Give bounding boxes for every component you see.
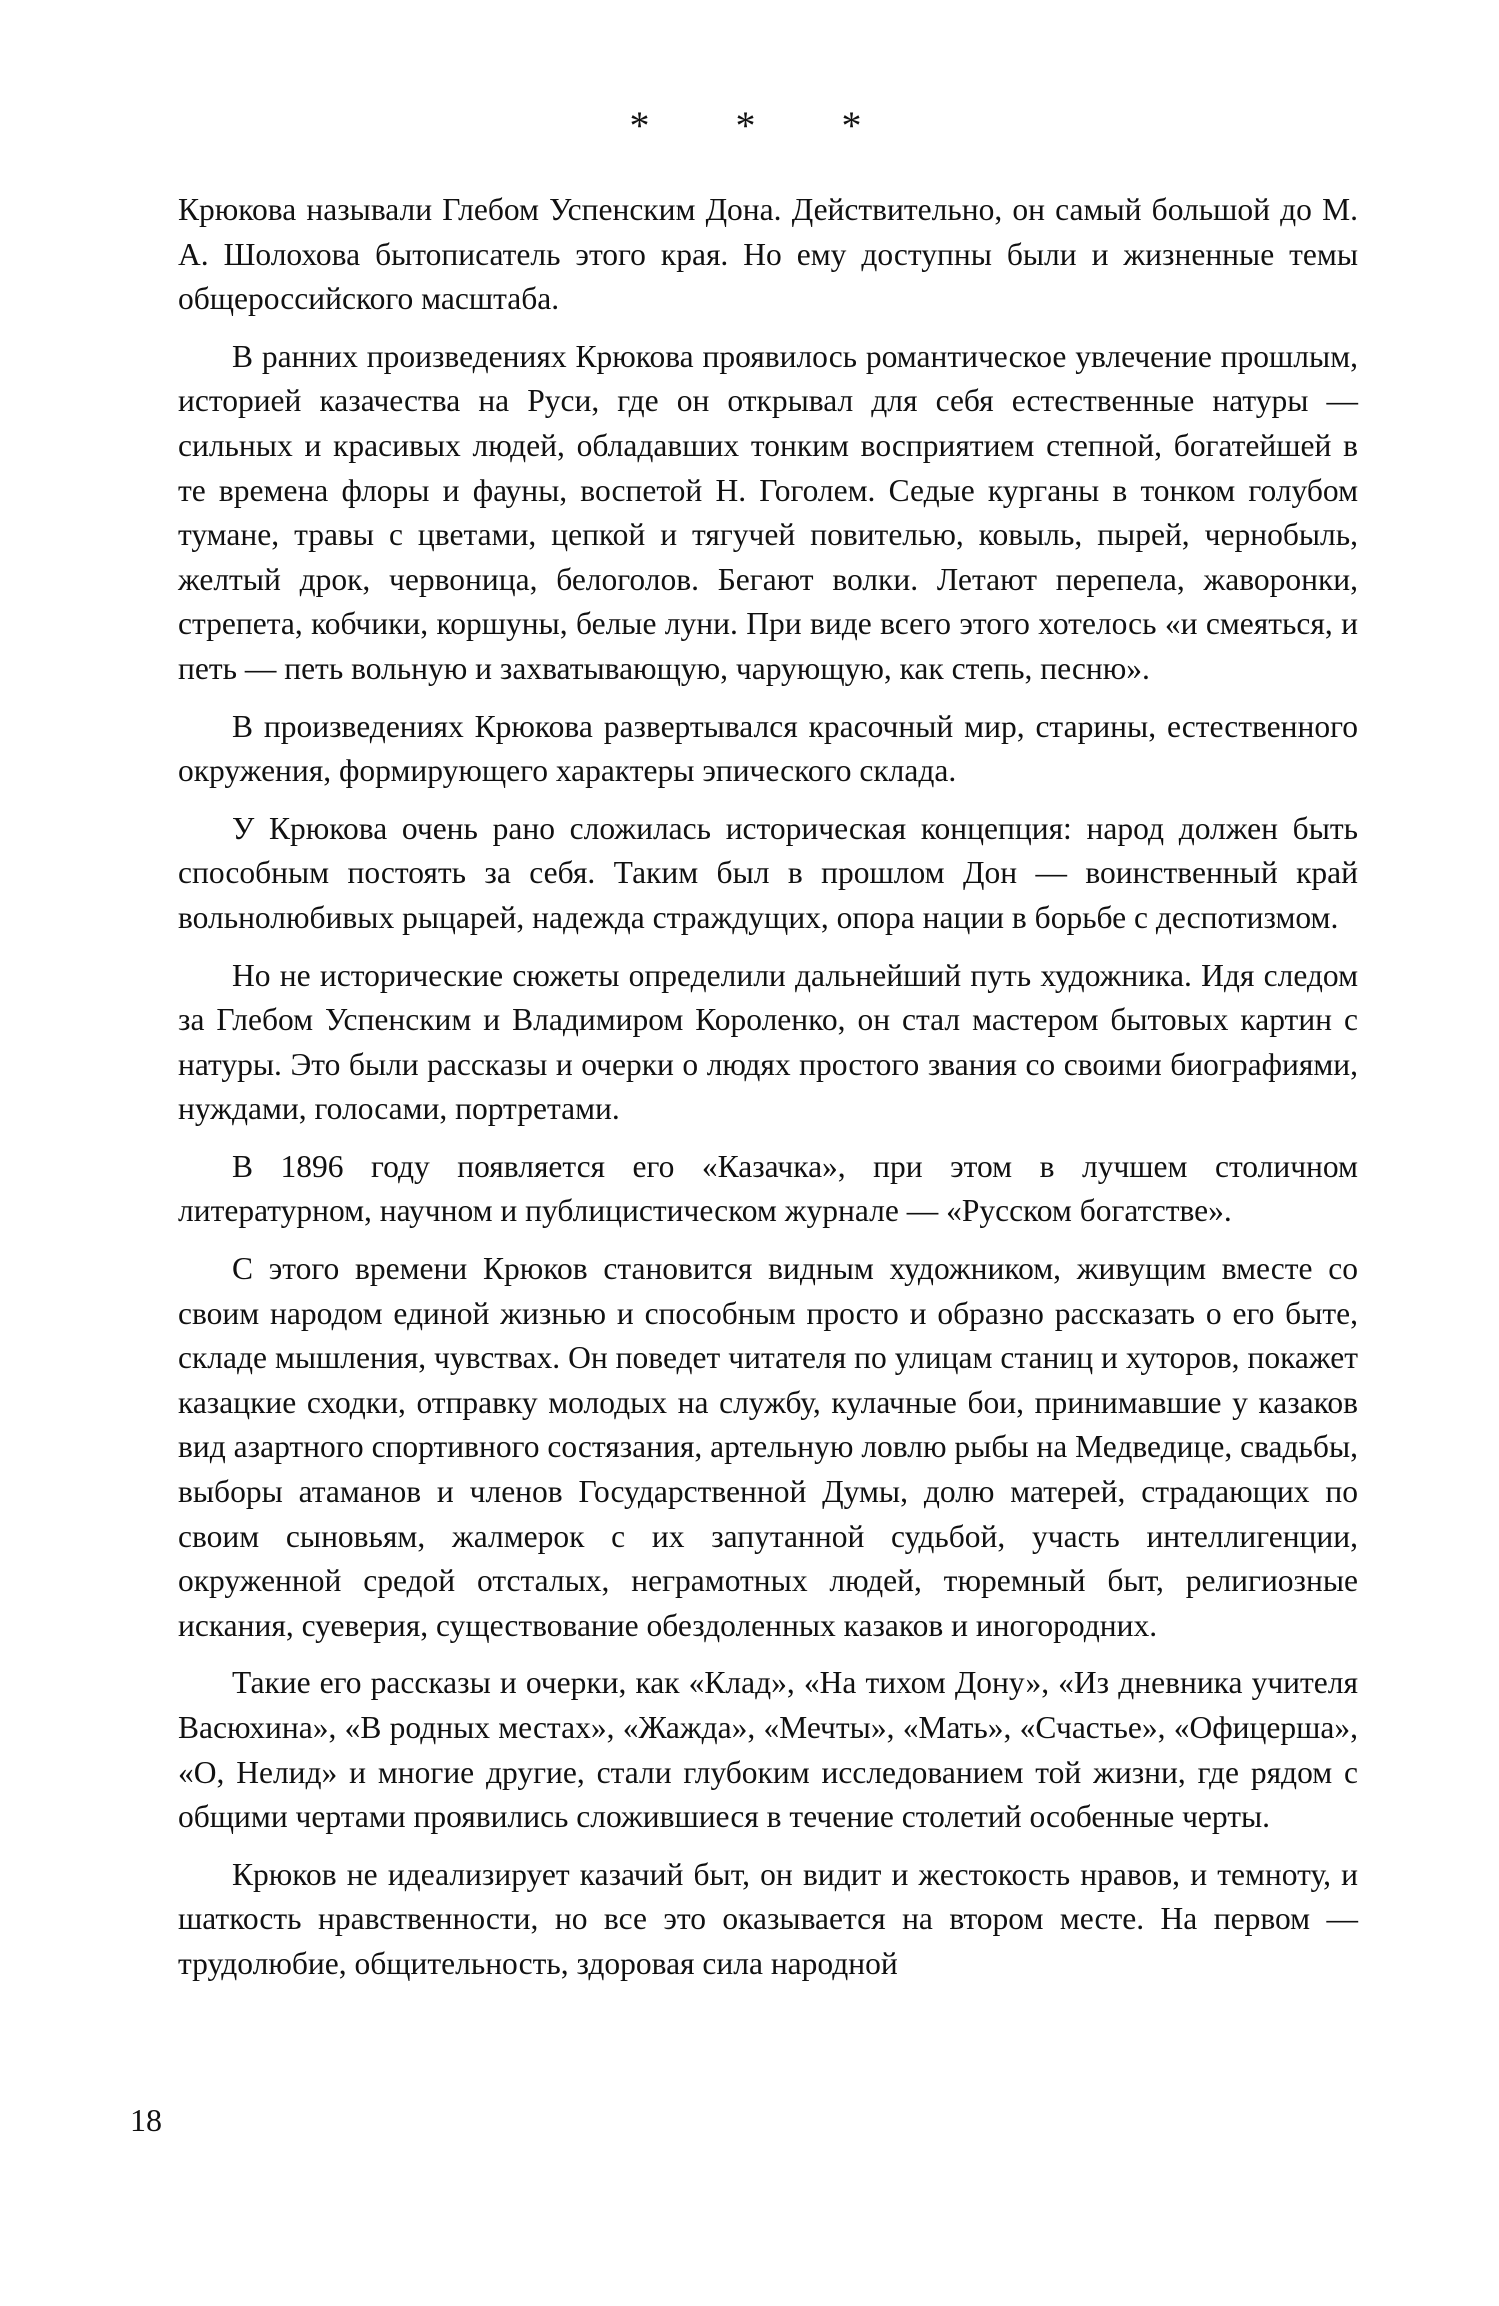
paragraph-4: У Крюкова очень рано сложилась историческая концепция: народ должен быть способным постоять за себя. Таким был в прошлом Дон — воинственный край вольнолюбивых рыцарей, надежда страждущих, опора нации в борьбе с деспотизмом.	[178, 810, 1358, 935]
paragraph-1: Крюкова называли Глебом Успенским Дона. Действительно, он самый большой до М. А. Шолохова бытописатель этого края. Но ему доступны были и жизненные темы общероссийского масштаба.	[178, 192, 1358, 317]
paragraph-6: В 1896 году появляется его «Казачка», при этом в лучшем столичном литературном, научном и публицистическом журнале — «Русском богатстве».	[178, 1148, 1358, 1229]
body-text	[178, 188, 1358, 2000]
paragraph-2: В ранних произведениях Крюкова проявилось романтическое увлечение прошлым, историей казачества на Руси, где он открывал для себя естественные натуры — сильных и красивых людей, обладавших тонким восприятием степной, богатейшей в те времена флоры и фауны, воспетой Н. Гоголем. Седые курганы в тонком голубом тумане, травы с цветами, цепкой и тягучей повителью, ковыль, пырей, чернобыль, желтый дрок, червоница, белоголов. Бегают волки. Летают перепела, жаворонки, стрепета, кобчики, коршуны, белые луни. При виде всего этого хотелось «и смеяться, и петь — петь вольную и захватывающую, чарующую, как степь, песню».	[178, 338, 1358, 686]
paragraph-7: С этого времени Крюков становится видным художником, живущим вместе со своим народом единой жизнью и способным просто и образно рассказать о его быте, складе мышления, чувствах. Он поведет читателя по улицам станиц и хуторов, покажет казацкие сходки, отправку молодых на службу, кулачные бои, принимавшие у казаков вид азартного спортивного состязания, артельную ловлю рыбы на Медведице, свадьбы, выборы атаманов и членов Государственной Думы, долю матерей, страдающих по своим сыновьям, жалмерок с их запутанной судьбой, участь интеллигенции, окруженной средой отсталых, неграмотных людей, тюремный быт, религиозные искания, суеверия, существование обездоленных казаков и иногородних.	[178, 1251, 1358, 1643]
paragraph-3: В произведениях Крюкова развертывался красочный мир, старины, естественного окружения, формирующего характеры эпического склада.	[178, 708, 1358, 789]
section-separator: * * *	[629, 103, 900, 148]
paragraph-9: Крюков не идеализирует казачий быт, он видит и жестокость нравов, и темноту, и шаткость нравственности, но все это оказывается на втором месте. На первом — трудолюбие, общительность, здоровая сила народной	[178, 1856, 1358, 1981]
paragraph-8: Такие его рассказы и очерки, как «Клад», «На тихом Дону», «Из дневника учителя Васюхина», «В родных местах», «Жажда», «Мечты», «Мать», «Счастье», «Офицерша», «О, Нелид» и многие другие, стали глубоким исследованием той жизни, где рядом с общими чертами проявились сложившиеся в течение столетий особенные черты.	[178, 1665, 1358, 1835]
paragraph-5: Но не исторические сюжеты определили дальнейший путь художника. Идя следом за Глебом Успенским и Владимиром Короленко, он стал мастером бытовых картин с натуры. Это были рассказы и очерки о людях простого звания со своими биографиями, нуждами, голосами, портретами.	[178, 957, 1358, 1127]
page-number: 18	[130, 2102, 162, 2138]
